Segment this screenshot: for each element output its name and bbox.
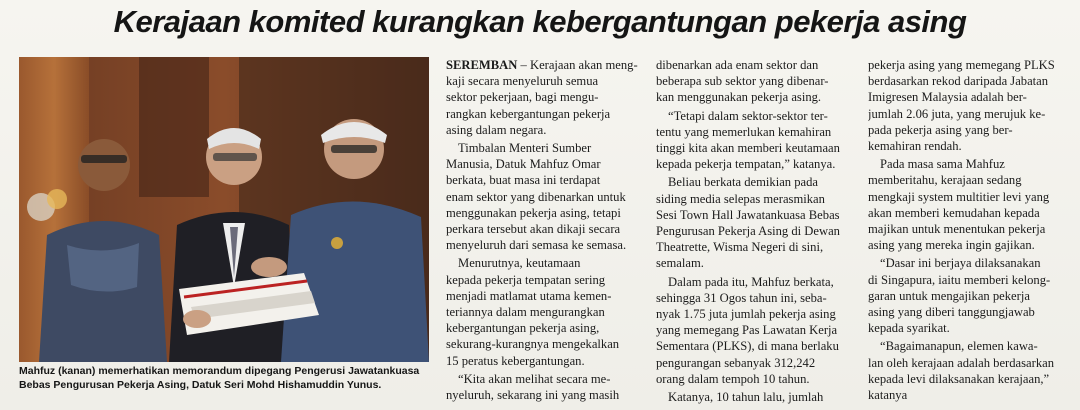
text-line: enam sektor yang dibenarkan untuk (446, 189, 626, 204)
text-line: kepada syarikat. (868, 321, 950, 336)
text-line: Beliau berkata demikian pada (668, 175, 819, 190)
text-line: teriannya dalam mengurangkan (446, 305, 605, 320)
text-line: pengurangan sebanyak 312,242 (656, 355, 816, 370)
text-line: nyeluruh, sekarang ini yang masih (446, 388, 620, 403)
text-line: garan untuk mengajikan pekerja (868, 288, 1030, 303)
text-line: asing yang diberi tanggungjawab (868, 305, 1035, 320)
paragraph (868, 57, 1068, 154)
text-line: kepada pekerja tempatan sering (446, 272, 606, 287)
text-line: rangkan kebergantungan pekerja (446, 106, 611, 121)
text-line: katanya (868, 388, 908, 403)
text-line: memberitahu, kerajaan sedang (868, 173, 1022, 188)
paragraph (446, 371, 642, 403)
paragraph (656, 389, 854, 405)
text-line: perkara tersebut akan dikaji secara (446, 222, 621, 237)
text-line: berdasarkan rekod daripada Jabatan (868, 74, 1049, 89)
text-line: berkata, buat masa ini terdapat (446, 173, 601, 188)
text-line: orang dalam tempoh 10 tahun. (656, 371, 810, 386)
photo-illustration (19, 57, 429, 362)
text-line: menjadi matlamat utama kemen- (446, 288, 612, 303)
text-line: sehingga 31 Ogos tahun ini, seba- (656, 290, 827, 305)
paragraph (446, 57, 642, 138)
text-line: “Kita akan melihat secara me- (458, 371, 611, 386)
text-line: “Tetapi dalam sektor-sektor ter- (668, 108, 828, 123)
article-column-3 (868, 57, 1068, 403)
text-line: 15 peratus kebergantungan. (446, 353, 585, 368)
text-line: lan oleh kerajaan adalah berdasarkan (868, 355, 1055, 370)
paragraph (446, 255, 642, 368)
text-line: menyeluruh dari semasa ke semasa. (446, 238, 627, 253)
text-line: Timbalan Menteri Sumber (458, 141, 592, 156)
text-line: kemahiran rendah. (868, 139, 962, 154)
article-column-2 (656, 57, 854, 405)
text-line: majikan untuk menentukan pekerja (868, 222, 1046, 237)
text-line: kepada pekerja tempatan,” katanya. (656, 157, 836, 172)
text-line: Manusia, Datuk Mahfuz Omar (446, 157, 601, 172)
paragraph (446, 140, 642, 253)
paragraph (656, 108, 854, 173)
text-line: semalam. (656, 256, 704, 271)
caption-line: Bebas Pengurusan Pekerja Asing, Datuk Seri Mohd Hishamuddin Yunus. (19, 379, 382, 391)
text-line: dibenarkan ada enam sektor dan (656, 58, 819, 72)
text-line: Sesi Town Hall Jawatankuasa Bebas (656, 207, 840, 222)
caption-line: Mahfuz (kanan) memerhatikan memorandum dipegang Pengerusi Jawatankuasa (19, 365, 420, 377)
text-line: “Dasar ini berjaya dilaksanakan (880, 256, 1041, 271)
text-line: beberapa sub sektor yang dibenar- (656, 74, 829, 89)
text-line: siding media selepas merasmikan (656, 191, 825, 206)
paragraph (656, 57, 854, 106)
text-line: Pengurusan Pekerja Asing di Dewan (656, 224, 840, 239)
paragraph (656, 274, 854, 387)
text-line: tinggi kita akan memberi keutamaan (656, 141, 840, 156)
text-line: kebergantungan pekerja asing, (446, 321, 600, 336)
text-line: pekerja asing yang memegang PLKS (868, 58, 1055, 72)
text-line: Katanya, 10 tahun lalu, jumlah (668, 390, 824, 405)
paragraph (868, 338, 1068, 403)
text-line: Menurutnya, keutamaan (458, 256, 581, 271)
text-line: di Singapura, iaitu memberi kelong- (868, 272, 1051, 287)
text-line: asing dalam negara. (446, 122, 547, 137)
text-line: “Bagaimanapun, elemen kawa- (880, 339, 1038, 354)
text-line: Sementara (PLKS), di mana berlaku (656, 339, 839, 354)
text-line: yang memegang Pas Lawatan Kerja (656, 323, 838, 338)
text-line: Dalam pada itu, Mahfuz berkata, (668, 274, 834, 289)
dateline: SEREMBAN (446, 58, 518, 72)
paragraph (656, 174, 854, 271)
text-line: Pada masa sama Mahfuz (880, 157, 1005, 172)
text-line: – Kerajaan akan meng- (517, 58, 638, 72)
article-photo (19, 57, 429, 362)
text-line: pada pekerja asing yang ber- (868, 122, 1013, 137)
text-line: nyak 1.75 juta jumlah pekerja asing (656, 307, 836, 322)
text-line: kepada levi dilaksanakan kerajaan,” (868, 371, 1050, 386)
article-column-1 (446, 57, 642, 403)
text-line: kan menggunakan pekerja asing. (656, 90, 822, 105)
article-headline: Kerajaan komited kurangkan kebergantungan pekerja asing (113, 4, 967, 39)
text-line: sektor pekerjaan, bagi mengu- (446, 90, 599, 105)
paragraph (868, 156, 1068, 253)
text-line: kaji secara menyeluruh semua (446, 74, 599, 89)
text-line: Imigresen Malaysia adalah ber- (868, 90, 1027, 105)
text-line: mengkaji system multitier levi yang (868, 189, 1050, 204)
text-line: Theatrette, Wisma Negeri di sini, (656, 240, 824, 255)
text-line: sekurang-kurangnya mengekalkan (446, 337, 620, 352)
text-line: jumlah 2.06 juta, yang merujuk ke- (868, 106, 1046, 121)
text-line: akan memberi kemudahan kepada (868, 205, 1040, 220)
paragraph (868, 255, 1068, 336)
text-line: menggunakan pekerja asing, tetapi (446, 205, 621, 220)
photo-caption (19, 364, 429, 392)
text-line: tentu yang memerlukan kemahiran (656, 124, 832, 139)
text-line: asing yang mereka ingin gajikan. (868, 238, 1035, 253)
